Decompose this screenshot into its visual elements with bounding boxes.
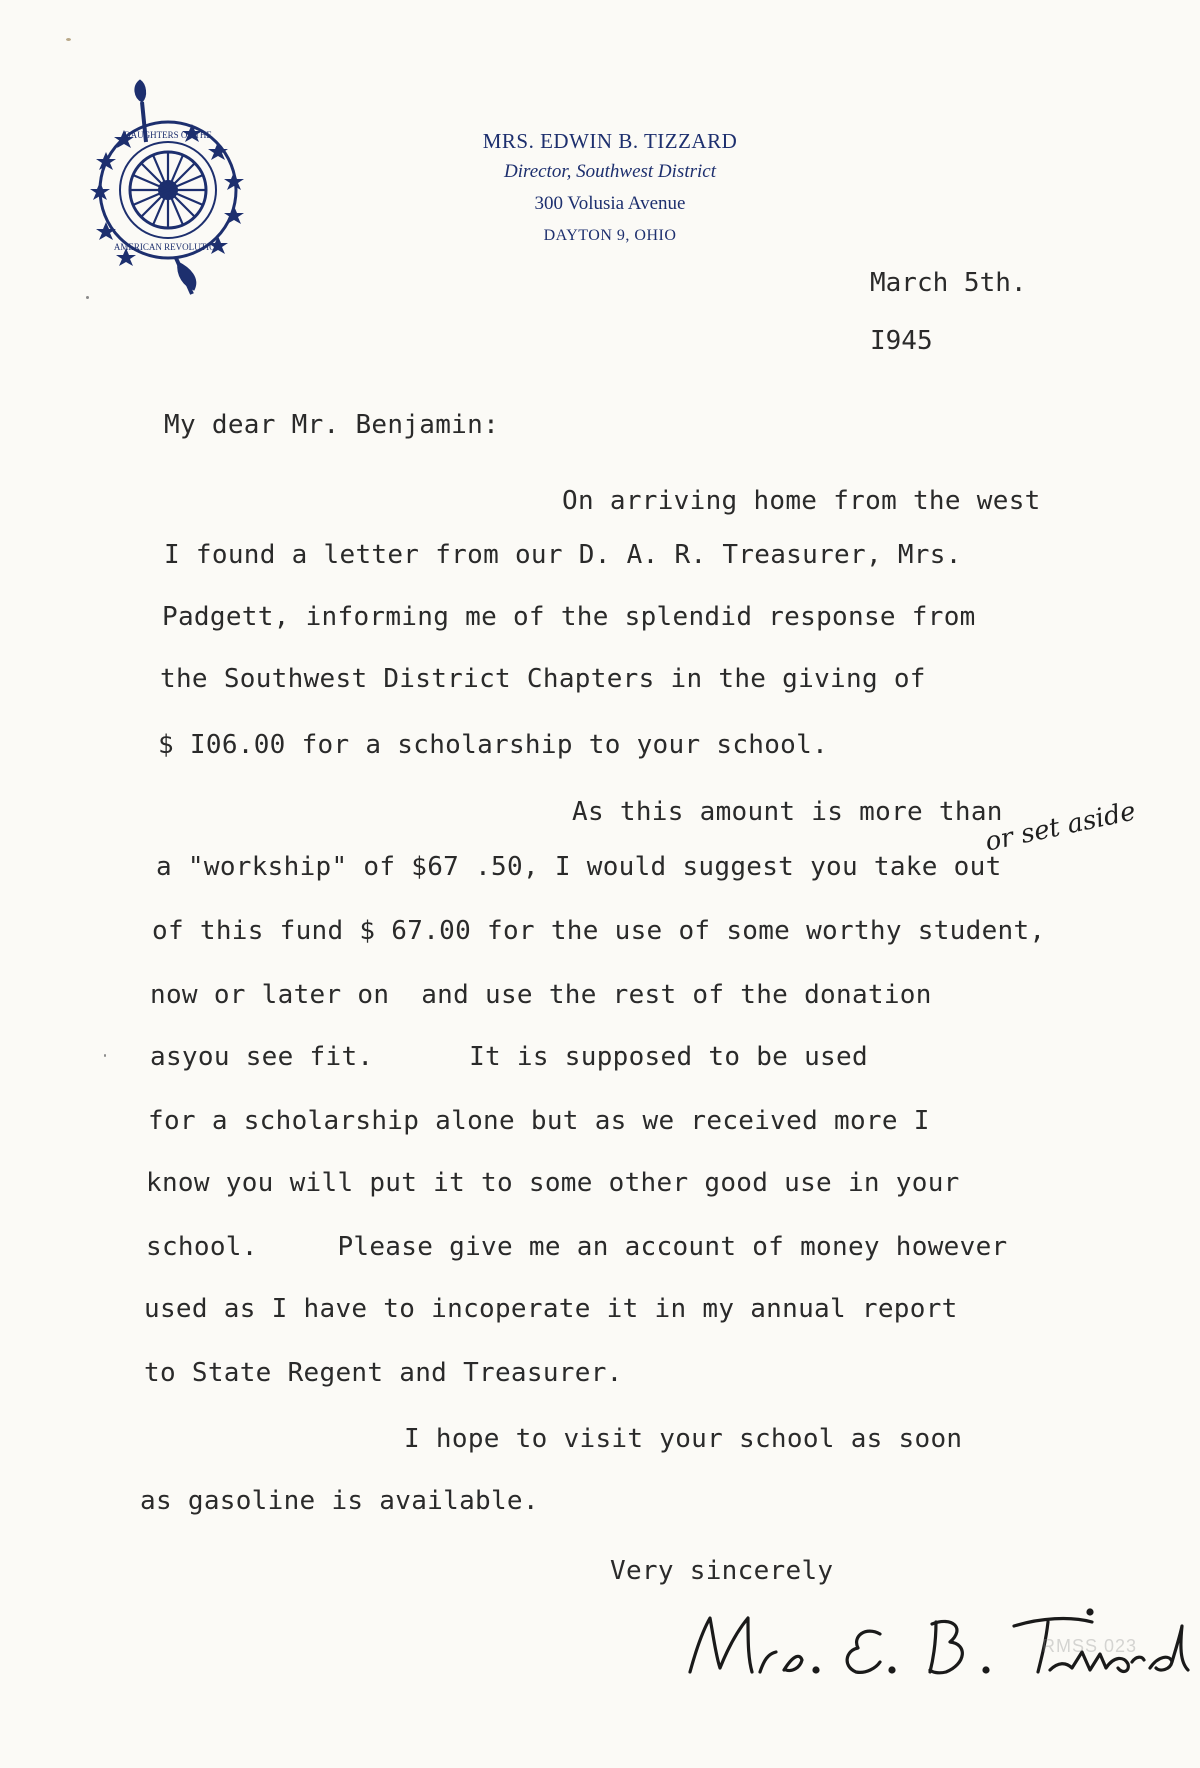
body-line: of this fund $ 67.00 for the use of some worthy student, xyxy=(152,916,1046,946)
sender-title: Director, Southwest District xyxy=(504,161,716,182)
paper-speck xyxy=(86,296,89,299)
paper-speck xyxy=(104,1054,106,1057)
sender-city: DAYTON 9, OHIO xyxy=(543,227,677,244)
body-line: a "workship" of $67 .50, I would suggest you take out xyxy=(156,852,1002,882)
body-line: for a scholarship alone but as we received more I xyxy=(148,1106,930,1136)
svg-text:DAUGHTERS OF THE: DAUGHTERS OF THE xyxy=(124,130,212,140)
body-line: school. Please give me an account of money however xyxy=(146,1232,1008,1262)
body-line: On arriving home from the west xyxy=(562,486,1041,516)
svg-text:AMERICAN REVOLUTION: AMERICAN REVOLUTION xyxy=(113,242,223,252)
body-line: now or later on and use the rest of the donation xyxy=(150,980,932,1010)
archive-stamp: RMSS 023 xyxy=(1042,1636,1138,1656)
closing: Very sincerely xyxy=(610,1556,834,1586)
paper-speck xyxy=(66,38,71,41)
body-line: $ I06.00 for a scholarship to your school. xyxy=(158,730,829,760)
body-line: I found a letter from our D. A. R. Treasurer, Mrs. xyxy=(164,540,962,570)
body-line: used as I have to incoperate it in my annual report xyxy=(144,1294,958,1324)
body-line: As this amount is more than xyxy=(572,797,1003,827)
body-line: the Southwest District Chapters in the giving of xyxy=(160,664,926,694)
sender-street: 300 Volusia Avenue xyxy=(534,193,686,214)
body-line: asyou see fit. It is supposed to be used xyxy=(150,1042,868,1072)
handwritten-insert: or set aside xyxy=(982,796,1139,858)
salutation: My dear Mr. Benjamin: xyxy=(164,410,500,440)
letter-date: March 5th. xyxy=(870,268,1027,298)
body-line: I hope to visit your school as soon xyxy=(404,1424,963,1454)
body-line: know you will put it to some other good use in your xyxy=(146,1168,960,1198)
letter-year: I945 xyxy=(870,326,933,356)
body-line: as gasoline is available. xyxy=(140,1486,539,1516)
body-line: Padgett, informing me of the splendid response from xyxy=(162,602,976,632)
body-line: to State Regent and Treasurer. xyxy=(144,1358,623,1388)
sender-name: MRS. EDWIN B. TIZZARD xyxy=(482,129,738,153)
